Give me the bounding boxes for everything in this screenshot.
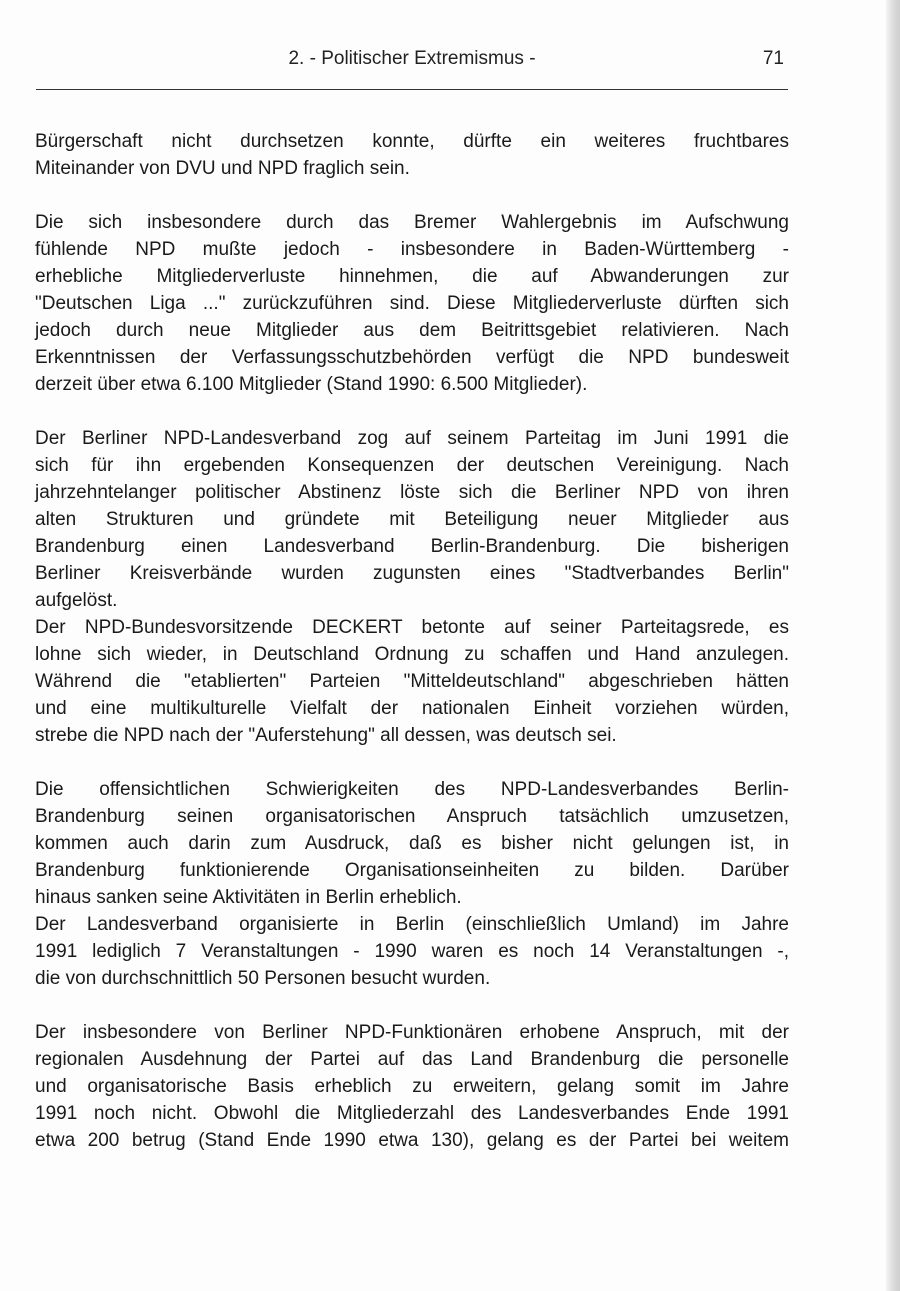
text-line: Brandenburg einen Landesverband Berlin-Brandenburg. Die bisherigen (35, 536, 789, 557)
page-header (36, 46, 788, 76)
text-line: Die offensichtlichen Schwierigkeiten des NPD-Landesverbandes Berlin- (35, 779, 789, 800)
text-line: 1991 lediglich 7 Veranstaltungen - 1990 waren es noch 14 Veranstaltungen -, (35, 941, 789, 962)
header-rule (36, 89, 788, 90)
paragraph (35, 776, 789, 911)
text-line: derzeit über etwa 6.100 Mitglieder (Stand 1990: 6.500 Mitglieder). (35, 374, 588, 395)
running-title: 2. - Politischer Extremismus - (288, 48, 536, 69)
text-line: regionalen Ausdehnung der Partei auf das Land Brandenburg die personelle (35, 1049, 789, 1070)
paragraph (35, 614, 789, 749)
text-line: Die sich insbesondere durch das Bremer Wahlergebnis im Aufschwung (35, 212, 789, 233)
body-text (35, 128, 789, 1154)
text-line: Brandenburg seinen organisatorischen Anspruch tatsächlich umzusetzen, (35, 806, 789, 827)
text-line: Bürgerschaft nicht durchsetzen konnte, dürfte ein weiteres fruchtbares (35, 131, 789, 152)
text-line: Brandenburg funktionierende Organisationseinheiten zu bilden. Darüber (35, 860, 789, 881)
text-line: Miteinander von DVU und NPD fraglich sein. (35, 158, 410, 179)
text-line: etwa 200 betrug (Stand Ende 1990 etwa 130), gelang es der Partei bei weitem (35, 1130, 789, 1151)
page-number: 71 (762, 48, 784, 69)
text-line: fühlende NPD mußte jedoch - insbesondere in Baden-Württemberg - (35, 239, 789, 260)
paragraph (35, 209, 789, 398)
text-line: jahrzehntelanger politischer Abstinenz löste sich die Berliner NPD von ihren (35, 482, 789, 503)
text-line: die von durchschnittlich 50 Personen besucht wurden. (35, 968, 491, 989)
text-line: sich für ihn ergebenden Konsequenzen der deutschen Vereinigung. Nach (35, 455, 789, 476)
paragraph (35, 128, 789, 182)
paragraph (35, 911, 789, 992)
text-line: aufgelöst. (35, 590, 118, 611)
text-line: 1991 noch nicht. Obwohl die Mitgliederzahl des Landesverbandes Ende 1991 (35, 1103, 789, 1124)
text-line: kommen auch darin zum Ausdruck, daß es bisher nicht gelungen ist, in (35, 833, 789, 854)
text-line: Berliner Kreisverbände wurden zugunsten eines "Stadtverbandes Berlin" (35, 563, 789, 584)
text-line: hinaus sanken seine Aktivitäten in Berlin erheblich. (35, 887, 462, 908)
paragraph (35, 425, 789, 614)
text-line: Der NPD-Bundesvorsitzende DECKERT betonte auf seiner Parteitagsrede, es (35, 617, 789, 638)
text-line: und eine multikulturelle Vielfalt der nationalen Einheit vorziehen würden, (35, 698, 789, 719)
text-line: Erkenntnissen der Verfassungsschutzbehörden verfügt die NPD bundesweit (35, 347, 789, 368)
text-line: strebe die NPD nach der "Auferstehung" all dessen, was deutsch sei. (35, 725, 617, 746)
text-line: lohne sich wieder, in Deutschland Ordnung zu schaffen und Hand anzulegen. (35, 644, 789, 665)
text-line: alten Strukturen und gründete mit Beteiligung neuer Mitglieder aus (35, 509, 789, 530)
text-line: "Deutschen Liga ..." zurückzuführen sind. Diese Mitgliederverluste dürften sich (35, 293, 789, 314)
text-line: Der insbesondere von Berliner NPD-Funktionären erhobene Anspruch, mit der (35, 1022, 789, 1043)
paragraph (35, 1019, 789, 1154)
text-line: erhebliche Mitgliederverluste hinnehmen, die auf Abwanderungen zur (35, 266, 789, 287)
text-line: Der Landesverband organisierte in Berlin (einschließlich Umland) im Jahre (35, 914, 789, 935)
text-line: und organisatorische Basis erheblich zu erweitern, gelang somit im Jahre (35, 1076, 789, 1097)
page-edge-shadow (886, 0, 900, 1291)
text-line: Während die "etablierten" Parteien "Mitteldeutschland" abgeschrieben hätten (35, 671, 789, 692)
text-line: jedoch durch neue Mitglieder aus dem Beitrittsgebiet relativieren. Nach (35, 320, 789, 341)
text-line: Der Berliner NPD-Landesverband zog auf seinem Parteitag im Juni 1991 die (35, 428, 789, 449)
